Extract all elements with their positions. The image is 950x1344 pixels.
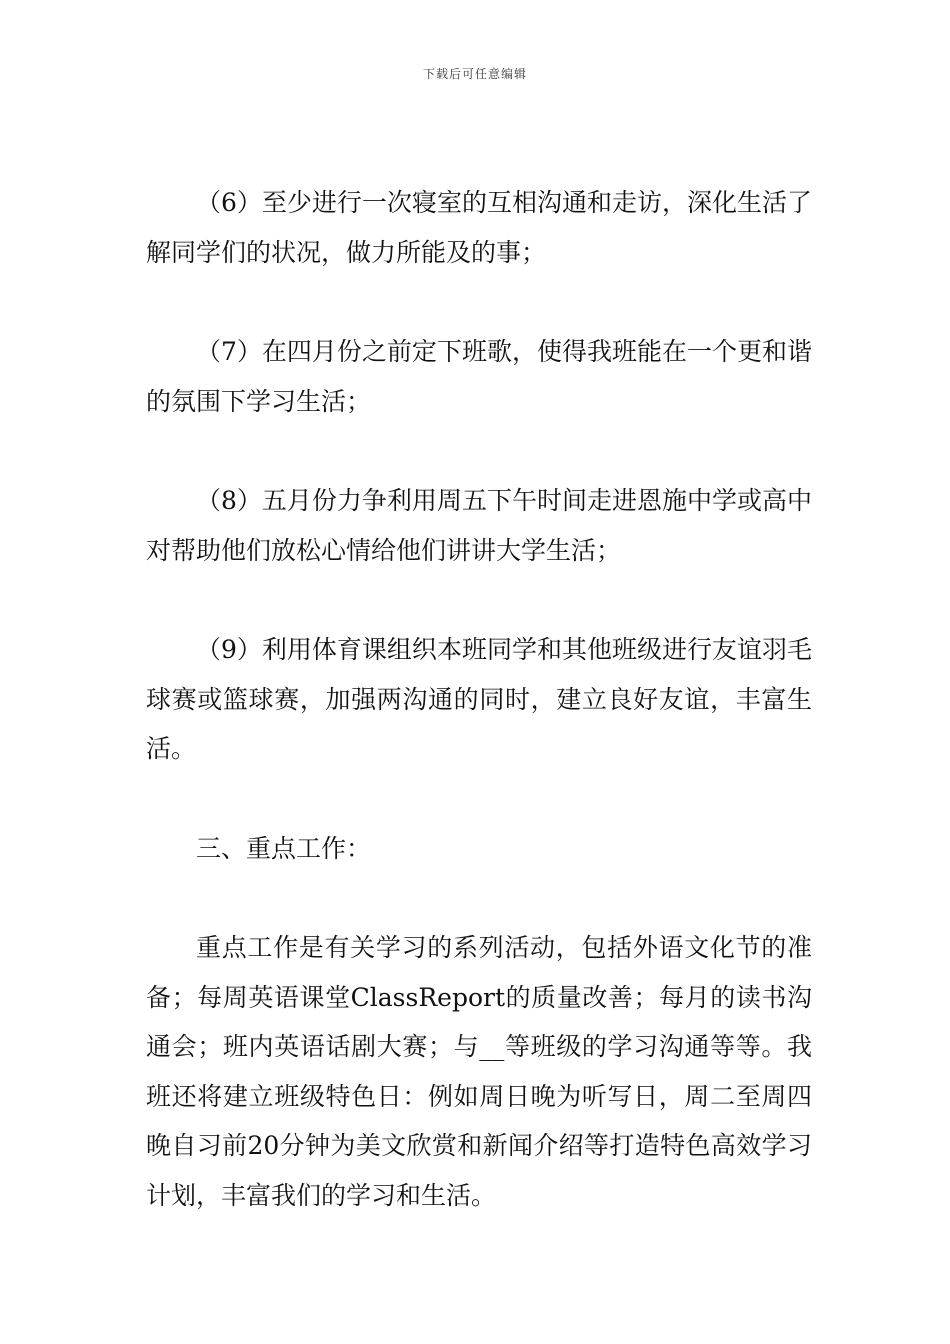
list-item-7: （7）在四月份之前定下班歌，使得我班能在一个更和谐的氛围下学习生活；: [146, 337, 812, 416]
list-item-6: （6）至少进行一次寝室的互相沟通和走访，深化生活了解同学们的状况，做力所能及的事；: [146, 188, 812, 267]
list-item-8: （8）五月份力争利用周五下午时间走进恩施中学或高中对帮助他们放松心情给他们讲讲大学生活；: [146, 486, 812, 565]
document-body: [146, 178, 812, 1220]
page-header-note: 下载后可任意编辑: [422, 67, 527, 81]
paragraph-gap: [146, 426, 812, 476]
paragraph-gap: [146, 873, 812, 923]
paragraph-gap: [146, 575, 812, 625]
paragraph-gap: [146, 277, 812, 327]
section-paragraph: 重点工作是有关学习的系列活动，包括外语文化节的准备；每周英语课堂ClassReport的质量改善；每月的读书沟通会；班内英语话剧大赛；与__等班级的学习沟通等等。我班还将建立班级特色日：例如周日晚为听写日，周二至周四晚自习前20分钟为美文欣赏和新闻介绍等打造特色高效学习计划，丰富我们的学习和生活。: [146, 933, 812, 1210]
paragraph-gap: [146, 774, 812, 824]
list-item-9: （9）利用体育课组织本班同学和其他班级进行友谊羽毛球赛或篮球赛，加强两沟通的同时，建立良好友谊，丰富生活。: [146, 635, 812, 763]
section-heading: 三、重点工作：: [196, 833, 372, 863]
